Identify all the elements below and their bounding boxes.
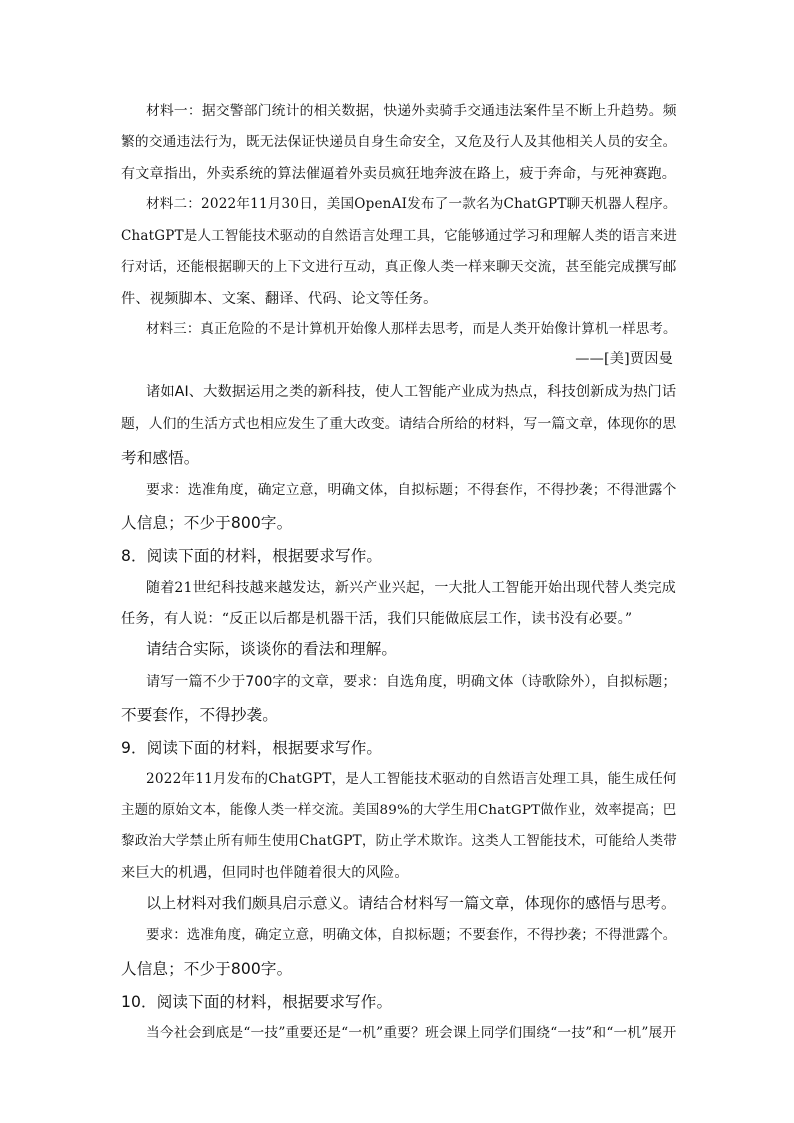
question-9-requirement-line-2: 人信息；不少于800字。	[121, 960, 293, 978]
material-1-line-1: 材料一：据交警部门统计的相关数据，快递外卖骑手交通违法案件呈不断上升趋势。频	[146, 103, 677, 119]
material-3-attribution: ——[美]贾因曼	[575, 351, 673, 367]
material-2-line-4: 件、视频脚本、文案、翻译、代码、论文等任务。	[121, 291, 438, 307]
material-2-line-1: 材料二：2022年11月30日，美国OpenAI发布了一款名为ChatGPT聊天机器人程序。	[146, 196, 677, 212]
question-8-material-line-2: 任务，有人说：“反正以后都是机器干活，我们只能做底层工作，读书没有必要。”	[121, 611, 633, 627]
material-3-line-1: 材料三：真正危险的不是计算机开始像人那样去思考，而是人类开始像计算机一样思考。	[146, 322, 677, 337]
question-9-material-line-2: 主题的原始文本，能像人类一样交流。美国89%的大学生用ChatGPT做作业，效率提高；巴	[121, 803, 677, 818]
question-9-material-line-1: 2022年11月发布的ChatGPT，是人工智能技术驱动的自然语言处理工具，能生成任何	[146, 771, 677, 787]
material-2-line-3: 行对话，还能根据聊天的上下文进行互动，真正像人类一样来聊天交流，甚至能完成撰写邮	[121, 259, 677, 275]
question-8-prompt: 请结合实际，谈谈你的看法和理解。	[146, 640, 398, 658]
prompt-line-2: 题，人们的生活方式也相应发生了重大改变。请结合所给的材料，写一篇文章，体现你的思	[121, 416, 677, 432]
question-8-requirement-line-2: 不要套作，不得抄袭。	[121, 706, 278, 724]
question-8-material-line-1: 随着21世纪科技越来越发达，新兴产业兴起，一大批人工智能开始出现代替人类完成	[146, 580, 676, 596]
question-8-heading: 8．阅读下面的材料，根据要求写作。	[121, 547, 383, 565]
prompt-line-3: 考和感悟。	[121, 449, 200, 467]
question-9-heading: 9．阅读下面的材料，根据要求写作。	[121, 739, 383, 757]
question-9-requirement-line-1: 要求：选准角度，确定立意，明确文体，自拟标题；不要套作，不得抄袭；不得泄露个。	[146, 927, 677, 943]
question-10-material-line-1: 当今社会到底是“一技”重要还是“一机”重要？班会课上同学们围绕“一技”和“一机”展开	[146, 1025, 677, 1041]
material-1-line-2: 繁的交通违法行为，既无法保证快递员自身生命安全，又危及行人及其他相关人员的安全。	[121, 134, 677, 150]
question-9-material-line-3: 黎政治大学禁止所有师生使用ChatGPT，防止学术欺诈。这类人工智能技术，可能给人类带	[121, 833, 677, 849]
requirement-line-1: 要求：选准角度，确定立意，明确文体，自拟标题；不得套作，不得抄袭；不得泄露个	[146, 482, 677, 498]
requirement-line-2: 人信息；不少于800字。	[121, 514, 293, 532]
material-1-line-3: 有文章指出，外卖系统的算法催逼着外卖员疯狂地奔波在路上，疲于奔命，与死神赛跑。	[121, 166, 677, 182]
question-9-material-line-4: 来巨大的机遇，但同时也伴随着很大的风险。	[121, 865, 409, 881]
question-10-heading: 10．阅读下面的材料，根据要求写作。	[121, 993, 393, 1011]
prompt-line-1: 诸如AI、大数据运用之类的新科技，使人工智能产业成为热点，科技创新成为热门话	[146, 384, 677, 400]
material-2-line-2: ChatGPT是人工智能技术驱动的自然语言处理工具，它能够通过学习和理解人类的语言来进	[121, 228, 677, 244]
question-9-prompt: 以上材料对我们颇具启示意义。请结合材料写一篇文章，体现你的感悟与思考。	[146, 894, 677, 912]
question-8-requirement-line-1: 请写一篇不少于700字的文章，要求：自选角度，明确文体（诗歌除外），自拟标题；	[146, 674, 677, 690]
